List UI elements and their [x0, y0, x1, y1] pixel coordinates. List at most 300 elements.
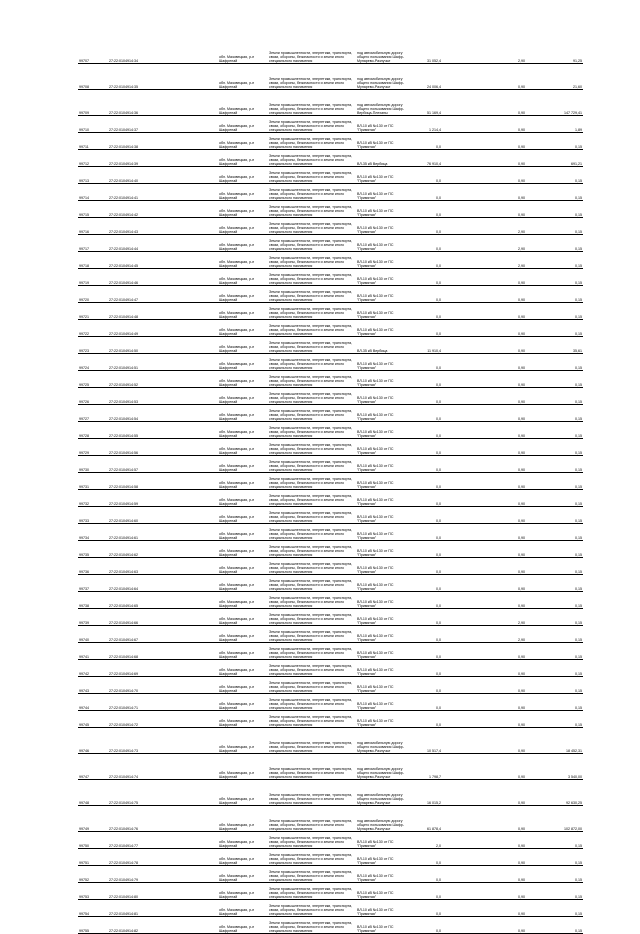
empty-cell — [168, 320, 218, 337]
parcel-id-cell: 99738 — [78, 592, 108, 609]
address-cell: обл. Мазовецкая, р-н Шафренай — [218, 388, 268, 405]
tax-amount-cell: 0,15 — [526, 541, 583, 558]
tax-rate-cell: 2,90 — [490, 609, 526, 626]
cadastral-number-cell: 27:22:0104914:70 — [108, 677, 168, 694]
cadastral-number-cell: 27:22:0104914:48 — [108, 303, 168, 320]
empty-cell — [442, 917, 490, 934]
area-cell: 0,0 — [410, 677, 442, 694]
tax-amount-cell: 0,15 — [526, 184, 583, 201]
area-cell: 0,0 — [410, 575, 442, 592]
parcel-id-cell: 99755 — [78, 917, 108, 934]
area-cell: 0,0 — [410, 473, 442, 490]
empty-cell — [168, 592, 218, 609]
permitted-use-cell: ВЛ-10 кВ №130 от ПС "Примятая" — [356, 286, 410, 303]
parcel-id-cell: 99741 — [78, 643, 108, 660]
address-cell: обл. Мазовецкая, р-н Шафренай — [218, 90, 268, 116]
empty-cell — [168, 252, 218, 269]
tax-rate-cell: 0,90 — [490, 456, 526, 473]
empty-cell — [168, 866, 218, 883]
land-category-cell: Земли промышленности, энергетики, транспорта, связи, обороны, безопасности и земли иного специального назначения — [268, 832, 356, 849]
empty-cell — [168, 490, 218, 507]
tax-amount-cell: 0,15 — [526, 252, 583, 269]
tax-rate-cell: 0,90 — [490, 201, 526, 218]
area-cell: 0,0 — [410, 626, 442, 643]
area-cell: 0,0 — [410, 133, 442, 150]
area-cell: 0,0 — [410, 643, 442, 660]
address-cell: обл. Мазовецкая, р-н Шафренай — [218, 558, 268, 575]
tax-amount-cell: 0,15 — [526, 405, 583, 422]
address-cell: обл. Мазовецкая, р-н Шафренай — [218, 711, 268, 728]
empty-cell — [442, 116, 490, 133]
land-category-cell: Земли промышленности, энергетики, транспорта, связи, обороны, безопасности и земли иного специального назначения — [268, 320, 356, 337]
table-row — [78, 320, 583, 337]
empty-cell — [168, 422, 218, 439]
empty-cell — [168, 64, 218, 90]
permitted-use-cell: ВЛ-10 кВ №130 от ПС "Примятая" — [356, 422, 410, 439]
tax-rate-cell: 0,90 — [490, 575, 526, 592]
cadastral-number-cell: 27:22:0104914:82 — [108, 917, 168, 934]
empty-cell — [168, 184, 218, 201]
empty-cell — [442, 371, 490, 388]
address-cell: обл. Мазовецкая, р-н Шафренай — [218, 184, 268, 201]
permitted-use-cell: ВЛ-10 кВ №130 от ПС "Примятая" — [356, 269, 410, 286]
cadastral-number-cell: 27:22:0104914:58 — [108, 473, 168, 490]
area-cell: 1 214,4 — [410, 116, 442, 133]
table-row — [78, 541, 583, 558]
parcel-id-cell: 99747 — [78, 754, 108, 780]
tax-rate-cell: 0,90 — [490, 422, 526, 439]
area-cell: 51 169,4 — [410, 90, 442, 116]
address-cell: обл. Мазовецкая, р-н Шафренай — [218, 439, 268, 456]
empty-cell — [442, 558, 490, 575]
parcel-id-cell: 99715 — [78, 201, 108, 218]
area-cell: 0,0 — [410, 252, 442, 269]
parcel-id-cell: 99726 — [78, 388, 108, 405]
parcel-id-cell: 99752 — [78, 866, 108, 883]
address-cell: обл. Мазовецкая, р-н Шафренай — [218, 849, 268, 866]
empty-cell — [442, 456, 490, 473]
area-cell: 0,0 — [410, 320, 442, 337]
tax-amount-cell: 0,15 — [526, 677, 583, 694]
parcel-id-cell: 99736 — [78, 558, 108, 575]
parcel-id-cell: 99709 — [78, 90, 108, 116]
empty-cell — [168, 849, 218, 866]
area-cell: 31 052,4 — [410, 38, 442, 64]
cadastral-number-cell: 27:22:0104914:63 — [108, 558, 168, 575]
table-row — [78, 116, 583, 133]
empty-cell — [442, 524, 490, 541]
permitted-use-cell: ВЛ-10 кВ №130 от ПС "Примятая" — [356, 167, 410, 184]
empty-cell — [442, 167, 490, 184]
land-category-cell: Земли промышленности, энергетики, транспорта, связи, обороны, безопасности и земли иного специального назначения — [268, 917, 356, 934]
cadastral-number-cell: 27:22:0104914:41 — [108, 184, 168, 201]
cadastral-number-cell: 27:22:0104914:72 — [108, 711, 168, 728]
permitted-use-cell: ВЛ-10 кВ №130 от ПС "Примятая" — [356, 490, 410, 507]
permitted-use-cell: ВЛ-10 кВ №130 от ПС "Примятая" — [356, 849, 410, 866]
land-category-cell: Земли промышленности, энергетики, транспорта, связи, обороны, безопасности и земли иного специального назначения — [268, 473, 356, 490]
empty-cell — [168, 235, 218, 252]
tax-amount-cell: 0,15 — [526, 286, 583, 303]
tax-rate-cell: 0,90 — [490, 388, 526, 405]
address-cell: обл. Мазовецкая, р-н Шафренай — [218, 133, 268, 150]
parcel-id-cell: 99732 — [78, 490, 108, 507]
parcel-id-cell: 99733 — [78, 507, 108, 524]
area-cell: 0,0 — [410, 490, 442, 507]
address-cell: обл. Мазовецкая, р-н Шафренай — [218, 609, 268, 626]
empty-cell — [168, 660, 218, 677]
tax-amount-cell: 0,15 — [526, 439, 583, 456]
land-category-cell: Земли промышленности, энергетики, транспорта, связи, обороны, безопасности и земли иного специального назначения — [268, 218, 356, 235]
tax-amount-cell: 0,15 — [526, 592, 583, 609]
permitted-use-cell: ВЛ-10 кВ №130 от ПС "Примятая" — [356, 917, 410, 934]
empty-cell — [168, 917, 218, 934]
table-row — [78, 167, 583, 184]
tax-amount-cell: 0,15 — [526, 900, 583, 917]
area-cell: 0,0 — [410, 167, 442, 184]
tax-rate-cell: 0,90 — [490, 473, 526, 490]
empty-cell — [168, 167, 218, 184]
parcel-id-cell: 99735 — [78, 541, 108, 558]
land-category-cell: Земли промышленности, энергетики, транспорта, связи, обороны, безопасности и земли иного специального назначения — [268, 90, 356, 116]
table-row — [78, 728, 583, 754]
address-cell: обл. Мазовецкая, р-н Шафренай — [218, 883, 268, 900]
cadastral-number-cell: 27:22:0104914:40 — [108, 167, 168, 184]
permitted-use-cell: под автомобильную дорогу общего пользования Шафр-Мупарево-Разлучье — [356, 806, 410, 832]
cadastral-number-cell: 27:22:0104914:64 — [108, 575, 168, 592]
table-row — [78, 660, 583, 677]
empty-cell — [168, 883, 218, 900]
table-row — [78, 677, 583, 694]
empty-cell — [168, 643, 218, 660]
tax-amount-cell: 35,61 — [526, 337, 583, 354]
tax-amount-cell: 0,15 — [526, 660, 583, 677]
area-cell: 0,0 — [410, 405, 442, 422]
address-cell: обл. Мазовецкая, р-н Шафренай — [218, 832, 268, 849]
land-category-cell: Земли промышленности, энергетики, транспорта, связи, обороны, безопасности и земли иного специального назначения — [268, 167, 356, 184]
permitted-use-cell: под автомобильную дорогу общего пользования Шафр-Вербица-Плеханы — [356, 90, 410, 116]
tax-rate-cell: 0,90 — [490, 728, 526, 754]
cadastral-number-cell: 27:22:0104914:54 — [108, 405, 168, 422]
permitted-use-cell: под автомобильную дорогу общего пользования Шафр-Мупарево-Разлучье — [356, 780, 410, 806]
permitted-use-cell: ВЛ-10 кВ №130 от ПС "Примятая" — [356, 660, 410, 677]
empty-cell — [442, 439, 490, 456]
table-row — [78, 439, 583, 456]
empty-cell — [442, 38, 490, 64]
area-cell: 0,0 — [410, 201, 442, 218]
empty-cell — [168, 286, 218, 303]
tax-rate-cell: 0,90 — [490, 780, 526, 806]
land-category-cell: Земли промышленности, энергетики, транспорта, связи, обороны, безопасности и земли иного специального назначения — [268, 133, 356, 150]
empty-cell — [442, 473, 490, 490]
parcel-id-cell: 99740 — [78, 626, 108, 643]
tax-amount-cell: 102 872,00 — [526, 806, 583, 832]
tax-rate-cell: 0,90 — [490, 439, 526, 456]
permitted-use-cell: ВЛ-10 кВ №130 от ПС "Примятая" — [356, 900, 410, 917]
table-row — [78, 269, 583, 286]
table-row — [78, 866, 583, 883]
area-cell: 0,0 — [410, 422, 442, 439]
parcel-id-cell: 99754 — [78, 900, 108, 917]
area-cell: 0,0 — [410, 269, 442, 286]
permitted-use-cell: ВЛ-10 кВ №130 от ПС "Примятая" — [356, 405, 410, 422]
area-cell: 16 015,2 — [410, 780, 442, 806]
address-cell: обл. Мазовецкая, р-н Шафренай — [218, 269, 268, 286]
land-category-cell: Земли промышленности, энергетики, транспорта, связи, обороны, безопасности и земли иного специального назначения — [268, 303, 356, 320]
permitted-use-cell: ВЛ-10 кВ №130 от ПС "Примятая" — [356, 116, 410, 133]
permitted-use-cell: ВЛ-10 кВ №130 от ПС "Примятая" — [356, 507, 410, 524]
table-row — [78, 388, 583, 405]
address-cell: обл. Мазовецкая, р-н Шафренай — [218, 218, 268, 235]
empty-cell — [442, 388, 490, 405]
area-cell: 0,0 — [410, 184, 442, 201]
table-row — [78, 235, 583, 252]
cadastral-number-cell: 27:22:0104914:73 — [108, 728, 168, 754]
parcel-id-cell: 99750 — [78, 832, 108, 849]
land-category-cell: Земли промышленности, энергетики, транспорта, связи, обороны, безопасности и земли иного специального назначения — [268, 184, 356, 201]
permitted-use-cell: ВЛ-10 кВ №130 от ПС "Примятая" — [356, 388, 410, 405]
empty-cell — [168, 754, 218, 780]
address-cell: обл. Мазовецкая, р-н Шафренай — [218, 64, 268, 90]
permitted-use-cell: ВЛ-10 кВ №130 от ПС "Примятая" — [356, 235, 410, 252]
tax-amount-cell: 147 729,41 — [526, 90, 583, 116]
permitted-use-cell: ВЛ-35 кВ Вербица — [356, 150, 410, 167]
land-category-cell: Земли промышленности, энергетики, транспорта, связи, обороны, безопасности и земли иного специального назначения — [268, 490, 356, 507]
area-cell: 61 878,4 — [410, 806, 442, 832]
tax-rate-cell: 0,90 — [490, 900, 526, 917]
parcel-id-cell: 99745 — [78, 711, 108, 728]
tax-amount-cell: 0,15 — [526, 694, 583, 711]
empty-cell — [168, 303, 218, 320]
empty-cell — [168, 38, 218, 64]
parcel-id-cell: 99744 — [78, 694, 108, 711]
address-cell: обл. Мазовецкая, р-н Шафренай — [218, 754, 268, 780]
address-cell: обл. Мазовецкая, р-н Шафренай — [218, 677, 268, 694]
land-category-cell: Земли промышленности, энергетики, транспорта, связи, обороны, безопасности и земли иного специального назначения — [268, 116, 356, 133]
table-row — [78, 900, 583, 917]
table-row — [78, 422, 583, 439]
cadastral-number-cell: 27:22:0104914:78 — [108, 849, 168, 866]
tax-amount-cell: 0,15 — [526, 849, 583, 866]
table-row — [78, 832, 583, 849]
tax-amount-cell: 0,15 — [526, 832, 583, 849]
tax-rate-cell: 0,90 — [490, 541, 526, 558]
address-cell: обл. Мазовецкая, р-н Шафренай — [218, 473, 268, 490]
area-cell: 0,0 — [410, 883, 442, 900]
land-tax-table — [78, 38, 583, 934]
empty-cell — [442, 541, 490, 558]
tax-amount-cell: 21,60 — [526, 64, 583, 90]
empty-cell — [168, 832, 218, 849]
area-cell: 0,0 — [410, 456, 442, 473]
address-cell: обл. Мазовецкая, р-н Шафренай — [218, 116, 268, 133]
empty-cell — [442, 490, 490, 507]
address-cell: обл. Мазовецкая, р-н Шафренай — [218, 303, 268, 320]
tax-rate-cell: 0,90 — [490, 90, 526, 116]
area-cell: 0,0 — [410, 609, 442, 626]
area-cell: 0,0 — [410, 541, 442, 558]
empty-cell — [168, 371, 218, 388]
tax-rate-cell: 0,90 — [490, 866, 526, 883]
empty-cell — [168, 900, 218, 917]
permitted-use-cell: ВЛ-10 кВ №130 от ПС "Примятая" — [356, 252, 410, 269]
cadastral-number-cell: 27:22:0104914:45 — [108, 252, 168, 269]
cadastral-number-cell: 27:22:0104914:46 — [108, 269, 168, 286]
address-cell: обл. Мазовецкая, р-н Шафренай — [218, 806, 268, 832]
tax-rate-cell: 0,90 — [490, 643, 526, 660]
table-row — [78, 711, 583, 728]
tax-rate-cell: 0,90 — [490, 150, 526, 167]
address-cell: обл. Мазовецкая, р-н Шафренай — [218, 728, 268, 754]
address-cell: обл. Мазовецкая, р-н Шафренай — [218, 900, 268, 917]
table-row — [78, 917, 583, 934]
cadastral-number-cell: 27:22:0104914:79 — [108, 866, 168, 883]
empty-cell — [168, 456, 218, 473]
address-cell: обл. Мазовецкая, р-н Шафренай — [218, 866, 268, 883]
cadastral-number-cell: 27:22:0104914:77 — [108, 832, 168, 849]
tax-amount-cell: 0,15 — [526, 303, 583, 320]
land-category-cell: Земли промышленности, энергетики, транспорта, связи, обороны, безопасности и земли иного специального назначения — [268, 626, 356, 643]
table-row — [78, 371, 583, 388]
empty-cell — [442, 150, 490, 167]
area-cell: 0,0 — [410, 917, 442, 934]
empty-cell — [442, 354, 490, 371]
tax-amount-cell: 0,15 — [526, 422, 583, 439]
land-category-cell: Земли промышленности, энергетики, транспорта, связи, обороны, безопасности и земли иного специального назначения — [268, 64, 356, 90]
table-row — [78, 558, 583, 575]
empty-cell — [442, 643, 490, 660]
area-cell: 0,0 — [410, 354, 442, 371]
tax-amount-cell: 0,15 — [526, 371, 583, 388]
tax-rate-cell: 0,90 — [490, 806, 526, 832]
tax-amount-cell: 0,15 — [526, 269, 583, 286]
empty-cell — [168, 541, 218, 558]
tax-rate-cell: 0,90 — [490, 167, 526, 184]
cadastral-number-cell: 27:22:0104914:56 — [108, 439, 168, 456]
tax-rate-cell: 0,90 — [490, 883, 526, 900]
area-cell: 0,0 — [410, 218, 442, 235]
land-category-cell: Земли промышленности, энергетики, транспорта, связи, обороны, безопасности и земли иного специального назначения — [268, 711, 356, 728]
tax-rate-cell: 0,90 — [490, 320, 526, 337]
area-cell: 0,0 — [410, 507, 442, 524]
table-row — [78, 592, 583, 609]
empty-cell — [168, 269, 218, 286]
parcel-id-cell: 99742 — [78, 660, 108, 677]
land-category-cell: Земли промышленности, энергетики, транспорта, связи, обороны, безопасности и земли иного специального назначения — [268, 337, 356, 354]
tax-amount-cell: 0,15 — [526, 507, 583, 524]
cadastral-number-cell: 27:22:0104914:47 — [108, 286, 168, 303]
empty-cell — [442, 90, 490, 116]
table-body — [78, 38, 583, 934]
table-row — [78, 694, 583, 711]
parcel-id-cell: 99719 — [78, 269, 108, 286]
tax-rate-cell: 0,90 — [490, 849, 526, 866]
table-row — [78, 626, 583, 643]
land-category-cell: Земли промышленности, энергетики, транспорта, связи, обороны, безопасности и земли иного специального назначения — [268, 269, 356, 286]
land-category-cell: Земли промышленности, энергетики, транспорта, связи, обороны, безопасности и земли иного специального назначения — [268, 900, 356, 917]
table-row — [78, 883, 583, 900]
land-category-cell: Земли промышленности, энергетики, транспорта, связи, обороны, безопасности и земли иного специального назначения — [268, 507, 356, 524]
permitted-use-cell: ВЛ-10 кВ №130 от ПС "Примятая" — [356, 320, 410, 337]
area-cell: 0,0 — [410, 711, 442, 728]
parcel-id-cell: 99723 — [78, 337, 108, 354]
land-category-cell: Земли промышленности, энергетики, транспорта, связи, обороны, безопасности и земли иного специального назначения — [268, 849, 356, 866]
tax-rate-cell: 2,90 — [490, 38, 526, 64]
tax-rate-cell: 0,90 — [490, 184, 526, 201]
address-cell: обл. Мазовецкая, р-н Шафренай — [218, 167, 268, 184]
tax-rate-cell: 0,90 — [490, 371, 526, 388]
table-row — [78, 456, 583, 473]
area-cell: 11 910,4 — [410, 337, 442, 354]
land-category-cell: Земли промышленности, энергетики, транспорта, связи, обороны, безопасности и земли иного специального назначения — [268, 558, 356, 575]
area-cell: 0,0 — [410, 866, 442, 883]
cadastral-number-cell: 27:22:0104914:71 — [108, 694, 168, 711]
address-cell: обл. Мазовецкая, р-н Шафренай — [218, 626, 268, 643]
parcel-id-cell: 99727 — [78, 405, 108, 422]
address-cell: обл. Мазовецкая, р-н Шафренай — [218, 371, 268, 388]
table-row — [78, 849, 583, 866]
empty-cell — [442, 269, 490, 286]
permitted-use-cell: под автомобильную дорогу общего пользования Шафр-Мупарево-Разлучье — [356, 64, 410, 90]
land-category-cell: Земли промышленности, энергетики, транспорта, связи, обороны, безопасности и земли иного специального назначения — [268, 754, 356, 780]
empty-cell — [168, 116, 218, 133]
parcel-id-cell: 99714 — [78, 184, 108, 201]
table-row — [78, 218, 583, 235]
parcel-id-cell: 99751 — [78, 849, 108, 866]
table-row — [78, 64, 583, 90]
address-cell: обл. Мазовецкая, р-н Шафренай — [218, 660, 268, 677]
cadastral-number-cell: 27:22:0104914:75 — [108, 780, 168, 806]
table-row — [78, 575, 583, 592]
land-category-cell: Земли промышленности, энергетики, транспорта, связи, обороны, безопасности и земли иного специального назначения — [268, 371, 356, 388]
empty-cell — [442, 422, 490, 439]
tax-amount-cell: 0,15 — [526, 133, 583, 150]
table-row — [78, 252, 583, 269]
parcel-id-cell: 99729 — [78, 439, 108, 456]
empty-cell — [442, 286, 490, 303]
land-category-cell: Земли промышленности, энергетики, транспорта, связи, обороны, безопасности и земли иного специального назначения — [268, 806, 356, 832]
cadastral-number-cell: 27:22:0104914:53 — [108, 388, 168, 405]
empty-cell — [168, 806, 218, 832]
parcel-id-cell: 99743 — [78, 677, 108, 694]
empty-cell — [442, 849, 490, 866]
land-category-cell: Земли промышленности, энергетики, транспорта, связи, обороны, безопасности и земли иного специального назначения — [268, 456, 356, 473]
empty-cell — [442, 235, 490, 252]
permitted-use-cell: ВЛ-10 кВ №130 от ПС "Примятая" — [356, 473, 410, 490]
address-cell: обл. Мазовецкая, р-н Шафренай — [218, 235, 268, 252]
permitted-use-cell: под автомобильную дорогу общего пользования Шафр-Мупарево-Разлучье — [356, 38, 410, 64]
tax-rate-cell: 0,90 — [490, 286, 526, 303]
tax-rate-cell: 0,90 — [490, 592, 526, 609]
land-category-cell: Земли промышленности, энергетики, транспорта, связи, обороны, безопасности и земли иного специального назначения — [268, 780, 356, 806]
table-row — [78, 90, 583, 116]
empty-cell — [442, 64, 490, 90]
land-category-cell: Земли промышленности, энергетики, транспорта, связи, обороны, безопасности и земли иного специального назначения — [268, 677, 356, 694]
address-cell: обл. Мазовецкая, р-н Шафренай — [218, 201, 268, 218]
cadastral-number-cell: 27:22:0104914:43 — [108, 218, 168, 235]
tax-rate-cell: 2,90 — [490, 252, 526, 269]
permitted-use-cell: ВЛ-35 кВ Вербица — [356, 337, 410, 354]
parcel-id-cell: 99712 — [78, 150, 108, 167]
area-cell: 0,0 — [410, 849, 442, 866]
tax-rate-cell: 0,90 — [490, 354, 526, 371]
empty-cell — [442, 711, 490, 728]
cadastral-number-cell: 27:22:0104914:50 — [108, 337, 168, 354]
land-tax-table-page — [78, 38, 582, 934]
area-cell: 76 910,4 — [410, 150, 442, 167]
permitted-use-cell: ВЛ-10 кВ №130 от ПС "Примятая" — [356, 677, 410, 694]
empty-cell — [168, 218, 218, 235]
tax-rate-cell: 0,90 — [490, 832, 526, 849]
